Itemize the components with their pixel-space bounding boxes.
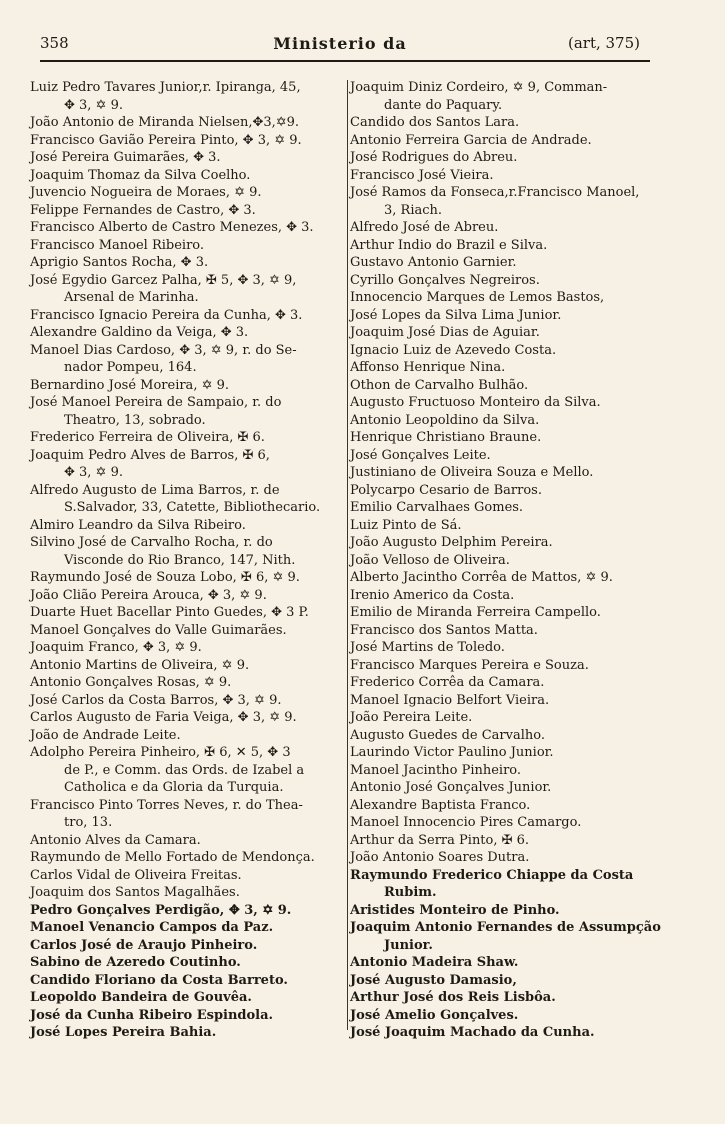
- entry-line: Manoel Ignacio Belfort Vieira.: [350, 692, 550, 708]
- entry-line: Alfredo José de Abreu.: [350, 220, 499, 235]
- entry-line: Raymundo de Mello Fortado de Mendonça.: [30, 850, 315, 865]
- entry-line: Arthur José dos Reis Lisbôa.: [350, 990, 556, 1005]
- entry-line: Luiz Pedro Tavares Junior,r. Ipiranga, 45,: [30, 80, 301, 95]
- entry-line: José Manoel Pereira de Sampaio, r. do: [30, 395, 282, 410]
- entry-line: Bernardino José Moreira, ✡ 9.: [30, 377, 230, 393]
- entry-line: José da Cunha Ribeiro Espindola.: [30, 1007, 274, 1023]
- entry-line: Polycarpo Cesario de Barros.: [350, 482, 542, 498]
- entry-line: Emilio de Miranda Ferreira Campello.: [350, 605, 601, 620]
- entry-line: Duarte Huet Bacellar Pinto Guedes, ✥ 3 P.: [30, 605, 309, 620]
- entry-line: Alexandre Baptista Franco.: [350, 797, 531, 813]
- entry-line: Antonio Ferreira Garcia de Andrade.: [350, 132, 592, 148]
- entry-continuation: Junior.: [384, 937, 433, 953]
- entry-line: Aprigio Santos Rocha, ✥ 3.: [30, 255, 209, 270]
- entry-line: Aristides Monteiro de Pinho.: [350, 902, 560, 918]
- column-divider: [347, 80, 348, 1030]
- entry-line: Francisco Pinto Torres Neves, r. do Thea-: [30, 797, 303, 813]
- entry-line: Francisco Gavião Pereira Pinto, ✥ 3, ✡ 9.: [30, 132, 302, 148]
- entry-line: Manoel Innocencio Pires Camargo.: [350, 815, 582, 830]
- entry-line: Manoel Venancio Campos da Paz.: [30, 920, 274, 935]
- entry-line: Manoel Gonçalves do Valle Guimarães.: [30, 622, 287, 638]
- entry-line: Candido Floriano da Costa Barreto.: [30, 972, 288, 988]
- entry-continuation: Catholica e da Gloria da Turquia.: [64, 780, 284, 795]
- entry-line: Antonio José Gonçalves Junior.: [350, 780, 552, 795]
- entry-line: Felippe Fernandes de Castro, ✥ 3.: [30, 202, 256, 218]
- entry-line: Joaquim Thomaz da Silva Coelho.: [30, 167, 251, 183]
- entry-line: João Antonio Soares Dutra.: [350, 850, 530, 865]
- entry-continuation: tro, 13.: [64, 815, 113, 830]
- entry-line: Irenio Americo da Costa.: [350, 587, 515, 603]
- entry-line: João de Andrade Leite.: [30, 727, 181, 743]
- entry-line: Alexandre Galdino da Veiga, ✥ 3.: [30, 325, 249, 340]
- entry-line: Arthur da Serra Pinto, ✠ 6.: [350, 832, 530, 848]
- entry-line: Emilio Carvalhaes Gomes.: [350, 500, 524, 515]
- entry-line: Joaquim Franco, ✥ 3, ✡ 9.: [30, 640, 202, 655]
- entry-line: Antonio Martins de Oliveira, ✡ 9.: [30, 657, 250, 673]
- entry-line: José Pereira Guimarães, ✥ 3.: [30, 150, 221, 165]
- entry-line: José Lopes Pereira Bahia.: [30, 1025, 217, 1040]
- entry-continuation: de P., e Comm. das Ords. de Izabel a: [64, 762, 305, 778]
- entry-line: Francisco dos Santos Matta.: [350, 622, 538, 638]
- entry-line: José Carlos da Costa Barros, ✥ 3, ✡ 9.: [30, 692, 282, 708]
- entry-line: Joaquim Diniz Cordeiro, ✡ 9, Comman-: [350, 80, 608, 95]
- entry-line: Pedro Gonçalves Perdigão, ✥ 3, ✡ 9.: [30, 902, 292, 918]
- entry-line: Gustavo Antonio Garnier.: [350, 255, 517, 270]
- left-column: [30, 79, 348, 1042]
- entry-line: Laurindo Victor Paulino Junior.: [350, 745, 554, 760]
- entry-continuation: S.Salvador, 33, Catette, Bibliothecario.: [64, 500, 321, 515]
- entry-line: Francisco Alberto de Castro Menezes, ✥ 3.: [30, 220, 314, 235]
- entry-line: Francisco Ignacio Pereira da Cunha, ✥ 3.: [30, 307, 303, 323]
- entry-line: Ignacio Luiz de Azevedo Costa.: [350, 342, 557, 358]
- entry-line: Affonso Henrique Nina.: [350, 360, 506, 375]
- entry-line: Manoel Dias Cardoso, ✥ 3, ✡ 9, r. do Se-: [30, 342, 297, 358]
- header-rule: [40, 60, 650, 62]
- entry-line: Carlos Augusto de Faria Veiga, ✥ 3, ✡ 9.: [30, 710, 297, 725]
- entry-line: Carlos José de Araujo Pinheiro.: [30, 937, 258, 953]
- entry-line: José Amelio Gonçalves.: [350, 1007, 519, 1023]
- entry-line: Alfredo Augusto de Lima Barros, r. de: [30, 482, 280, 498]
- entry-line: Frederico Ferreira de Oliveira, ✠ 6.: [30, 430, 265, 445]
- entry-line: José Egydio Garcez Palha, ✠ 5, ✥ 3, ✡ 9,: [30, 272, 297, 288]
- entry-line: Candido dos Santos Lara.: [350, 115, 520, 130]
- entry-continuation: nador Pompeu, 164.: [64, 360, 197, 375]
- entry-line: Augusto Guedes de Carvalho.: [350, 727, 545, 743]
- entry-line: Antonio Alves da Camara.: [30, 832, 201, 848]
- entry-line: Frederico Corrêa da Camara.: [350, 675, 545, 690]
- entry-line: Justiniano de Oliveira Souza e Mello.: [350, 465, 594, 480]
- entry-line: José Lopes da Silva Lima Junior.: [350, 307, 562, 323]
- right-column: [350, 79, 690, 1042]
- entry-continuation: Theatro, 13, sobrado.: [64, 412, 206, 428]
- entry-line: Raymundo José de Souza Lobo, ✠ 6, ✡ 9.: [30, 570, 300, 585]
- entry-line: Alberto Jacintho Corrêa de Mattos, ✡ 9.: [350, 570, 613, 585]
- entry-line: Almiro Leandro da Silva Ribeiro.: [30, 517, 246, 533]
- entry-continuation: dante do Paquary.: [384, 97, 503, 113]
- entry-line: José Rodrigues do Abreu.: [350, 150, 518, 165]
- entry-line: José Ramos da Fonseca,r.Francisco Manoel,: [350, 185, 640, 200]
- entry-continuation: Arsenal de Marinha.: [64, 290, 199, 305]
- entry-line: Antonio Gonçalves Rosas, ✡ 9.: [30, 675, 232, 690]
- entry-continuation: ✥ 3, ✡ 9.: [64, 465, 123, 480]
- entry-line: João Pereira Leite.: [350, 710, 473, 725]
- entry-line: João Augusto Delphim Pereira.: [350, 535, 553, 550]
- entry-line: Manoel Jacintho Pinheiro.: [350, 762, 522, 778]
- entry-line: Leopoldo Bandeira de Gouvêa.: [30, 990, 252, 1005]
- page-number: 358: [40, 34, 69, 52]
- page-header: [40, 34, 640, 60]
- entry-line: Adolpho Pereira Pinheiro, ✠ 6, ✕ 5, ✥ 3: [30, 745, 291, 760]
- entry-line: Henrique Christiano Braune.: [350, 430, 542, 445]
- entry-line: Juvencio Nogueira de Moraes, ✡ 9.: [30, 185, 262, 200]
- entry-line: José Martins de Toledo.: [350, 640, 505, 655]
- entry-line: Francisco José Vieira.: [350, 167, 494, 183]
- entry-line: José Augusto Damasio,: [350, 972, 517, 988]
- entry-line: Joaquim dos Santos Magalhães.: [30, 885, 240, 900]
- page-title: Ministerio da: [273, 34, 407, 53]
- entry-line: Augusto Fructuoso Monteiro da Silva.: [350, 395, 601, 410]
- entry-line: João Antonio de Miranda Nielsen,✥3,✡9.: [30, 115, 300, 130]
- entry-line: Innocencio Marques de Lemos Bastos,: [350, 290, 605, 305]
- entry-line: João Velloso de Oliveira.: [350, 552, 510, 568]
- entry-line: Cyrillo Gonçalves Negreiros.: [350, 272, 540, 288]
- entry-line: Luiz Pinto de Sá.: [350, 517, 462, 533]
- entry-continuation: Visconde do Rio Branco, 147, Nith.: [64, 552, 296, 568]
- entry-line: Sabino de Azeredo Coutinho.: [30, 955, 241, 970]
- entry-line: Antonio Madeira Shaw.: [350, 955, 519, 970]
- entry-continuation: ✥ 3, ✡ 9.: [64, 97, 123, 113]
- entry-line: Joaquim José Dias de Aguiar.: [350, 325, 540, 340]
- entry-line: Carlos Vidal de Oliveira Freitas.: [30, 867, 242, 883]
- entry-continuation: 3, Riach.: [384, 202, 443, 218]
- entry-line: Joaquim Pedro Alves de Barros, ✠ 6,: [30, 447, 270, 463]
- entry-line: José Joaquim Machado da Cunha.: [350, 1025, 595, 1040]
- article-reference: (art, 375): [567, 34, 640, 52]
- entry-line: José Gonçalves Leite.: [350, 447, 491, 463]
- entry-line: Antonio Leopoldino da Silva.: [350, 412, 540, 428]
- entry-line: Francisco Marques Pereira e Souza.: [350, 657, 589, 673]
- entry-line: Silvino José de Carvalho Rocha, r. do: [30, 535, 273, 550]
- entry-line: Arthur Indio do Brazil e Silva.: [350, 237, 548, 253]
- entry-line: Francisco Manoel Ribeiro.: [30, 237, 205, 253]
- entry-line: Othon de Carvalho Bulhão.: [350, 377, 529, 393]
- entry-line: João Clião Pereira Arouca, ✥ 3, ✡ 9.: [30, 587, 267, 603]
- entry-line: Raymundo Frederico Chiappe da Costa: [350, 867, 634, 883]
- entry-continuation: Rubim.: [384, 885, 437, 900]
- entry-line: Joaquim Antonio Fernandes de Assumpção: [350, 920, 661, 935]
